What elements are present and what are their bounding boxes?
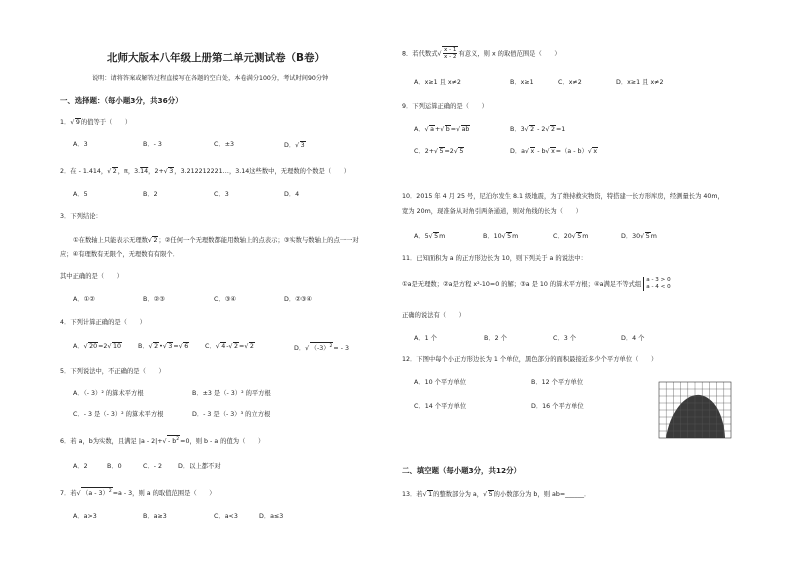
q7-option-a[interactable]: A．a>3 <box>73 513 97 520</box>
q6-option-c[interactable]: C．- 2 <box>143 463 162 470</box>
q12-option-a[interactable]: A．10 个平方单位 <box>414 379 467 386</box>
q3-statement-line-1: ①在数轴上只能表示无理数√ 2；②任何一个无理数都能用数轴上的点表示；③实数与数轴上的点一一对 <box>73 237 359 244</box>
q11-option-d[interactable]: D．4 个 <box>621 335 645 342</box>
q10-option-d[interactable]: D．30√ 5m <box>621 233 657 240</box>
question-8: 8．若代数式√ $\frac{x - 1}{x - 2}$ 有意义，则 x 的取值范围是（ ） <box>402 47 561 60</box>
q4-option-b[interactable]: B．√ 2•√ 3=√ 6 <box>138 343 189 350</box>
q11-ask: 正确的说法有（ ） <box>402 312 465 319</box>
q10-option-c[interactable]: C．20√ 5m <box>553 233 589 240</box>
q2-option-c[interactable]: C．3 <box>214 191 229 198</box>
q7-option-b[interactable]: B．a≥3 <box>143 513 167 520</box>
question-12: 12．下图中每个小正方形边长为 1 个单位，黑色部分的面积最接近多少个平方单位（ ） <box>402 356 658 363</box>
page-title: 北师大版本八年级上册第二单元测试卷（B卷） <box>107 52 326 64</box>
q11-statements: ①a是无理数；②a是方程 x²-10=0 的解；③a 是 10 的算术平方根；④a满足不等式组 a - 3 > 0 a - 4 < 0 <box>402 277 671 290</box>
q1-option-d[interactable]: D．√ 3 <box>284 142 305 149</box>
section-2-heading: 二、填空题（每小题3分，共12分） <box>402 466 521 475</box>
q8-option-d[interactable]: D．x≥1 且 x≠2 <box>616 79 664 86</box>
q5-option-d[interactable]: D．- 3 是（- 3）³ 的立方根 <box>192 411 271 418</box>
section-1-heading: 一、选择题：（每小题3分，共36分） <box>60 96 183 105</box>
question-10-line-2: 宽为 20m，现准备从对角引两条通道，则对角线的长为（ ） <box>402 208 582 215</box>
q3-option-b[interactable]: B．②③ <box>143 296 165 303</box>
q6-option-a[interactable]: A．2 <box>73 463 88 470</box>
question-7: 7．若√ （a - 3）$^2$=a - 3，则 a 的取值范围是（ ） <box>60 489 216 498</box>
q1-option-a[interactable]: A．3 <box>73 141 88 148</box>
q10-option-a[interactable]: A．5√ 5m <box>414 233 446 240</box>
q9-option-d[interactable]: D．a√ x - b√ x=（a - b）√ x <box>510 148 598 155</box>
question-10-line-1: 10．2015 年 4 月 25 号，尼泊尔发生 8.1 级地震，为了维持救灾物资，特搭建一长方形库房，经测量长为 40m， <box>402 193 724 200</box>
q3-statement-line-2: 应；④有理数有无限个，无理数有有限个． <box>60 251 179 258</box>
q9-option-b[interactable]: B．3√ 2 - 2√ 2=1 <box>510 126 566 133</box>
q2-option-b[interactable]: B．2 <box>143 191 158 198</box>
q3-option-c[interactable]: C．③④ <box>214 296 236 303</box>
q2-option-a[interactable]: A．5 <box>73 191 88 198</box>
question-1: 1．√ 9的值等于（ ） <box>60 119 132 126</box>
question-6: 6．若 a，b为实数，且满足 $|a - 2|+√ - b^2=0$，则 b - a 的值为（ ） <box>60 437 265 446</box>
question-13: 13．若√ 1的整数部分为 a，√ 5的小数部分为 b，则 ab=______． <box>402 491 591 498</box>
q2-option-d[interactable]: D．4 <box>284 191 300 198</box>
q9-option-c[interactable]: C．2+√ 5=2√ 5 <box>414 148 464 155</box>
q6-option-d[interactable]: D．以上都不对 <box>178 463 221 470</box>
q1-option-c[interactable]: C．±3 <box>214 141 234 148</box>
q7-option-d[interactable]: D．a≤3 <box>259 513 284 520</box>
q1-option-b[interactable]: B．- 3 <box>143 141 162 148</box>
q5-option-c[interactable]: C．- 3 是（- 3）² 的算术平方根 <box>73 411 164 418</box>
q8-option-b[interactable]: B．x≥1 <box>510 79 534 86</box>
q3-option-d[interactable]: D．②③④ <box>284 296 313 303</box>
q5-option-a[interactable]: A．（- 3）² 的算术平方根 <box>73 390 144 397</box>
q4-option-d[interactable]: D．√ $(-3)^2= - 3$ <box>294 344 349 353</box>
q7-option-c[interactable]: C．a<3 <box>214 513 238 520</box>
q6-option-b[interactable]: B．0 <box>107 463 122 470</box>
question-2: 2．在 - 1.414，√ 2，π，3.14，2+√ 3，3.212212221…，3.14这些数中，无理数的个数是（ ） <box>60 168 351 175</box>
q12-option-b[interactable]: B．12 个平方单位 <box>531 379 584 386</box>
q4-option-c[interactable]: C．√ 4-√ 2=√ 2 <box>205 343 254 350</box>
q12-option-c[interactable]: C．14 个平方单位 <box>414 403 467 410</box>
question-9: 9．下列运算正确的是（ ） <box>402 103 488 110</box>
q9-option-a[interactable]: A．√ a+√ b=√ ab <box>414 126 470 133</box>
q3-option-a[interactable]: A．①② <box>73 296 95 303</box>
question-4: 4．下列计算正确的是（ ） <box>60 319 146 326</box>
q8-option-c[interactable]: C．x≠2 <box>558 79 582 86</box>
question-11: 11．已知面积为 a 的正方形边长为 10，则下列关于 a 的说法中： <box>402 255 587 262</box>
q4-option-a[interactable]: A．√ 20=2√ 10 <box>73 343 121 350</box>
q11-option-c[interactable]: C．3 个 <box>553 335 576 342</box>
question-3: 3．下列结论： <box>60 213 102 220</box>
instructions: 说明：请将答案或解答过程直接写在各题的空白处，本卷满分100分，考试时间90分钟 <box>92 75 329 82</box>
shaded-region <box>666 395 725 438</box>
q3-ask: 其中正确的是（ ） <box>60 273 123 280</box>
q12-option-d[interactable]: D．16 个平方单位 <box>531 403 584 410</box>
q10-option-b[interactable]: B．10√ 5m <box>483 233 519 240</box>
q11-option-b[interactable]: B．2 个 <box>484 335 507 342</box>
q12-grid-figure <box>658 381 736 441</box>
question-5: 5．下列说法中，不正确的是（ ） <box>60 368 165 375</box>
q5-option-b[interactable]: B．±3 是（- 3）² 的平方根 <box>192 390 271 397</box>
q11-option-a[interactable]: A．1 个 <box>414 335 437 342</box>
q8-option-a[interactable]: A．x≥1 且 x≠2 <box>414 79 461 86</box>
